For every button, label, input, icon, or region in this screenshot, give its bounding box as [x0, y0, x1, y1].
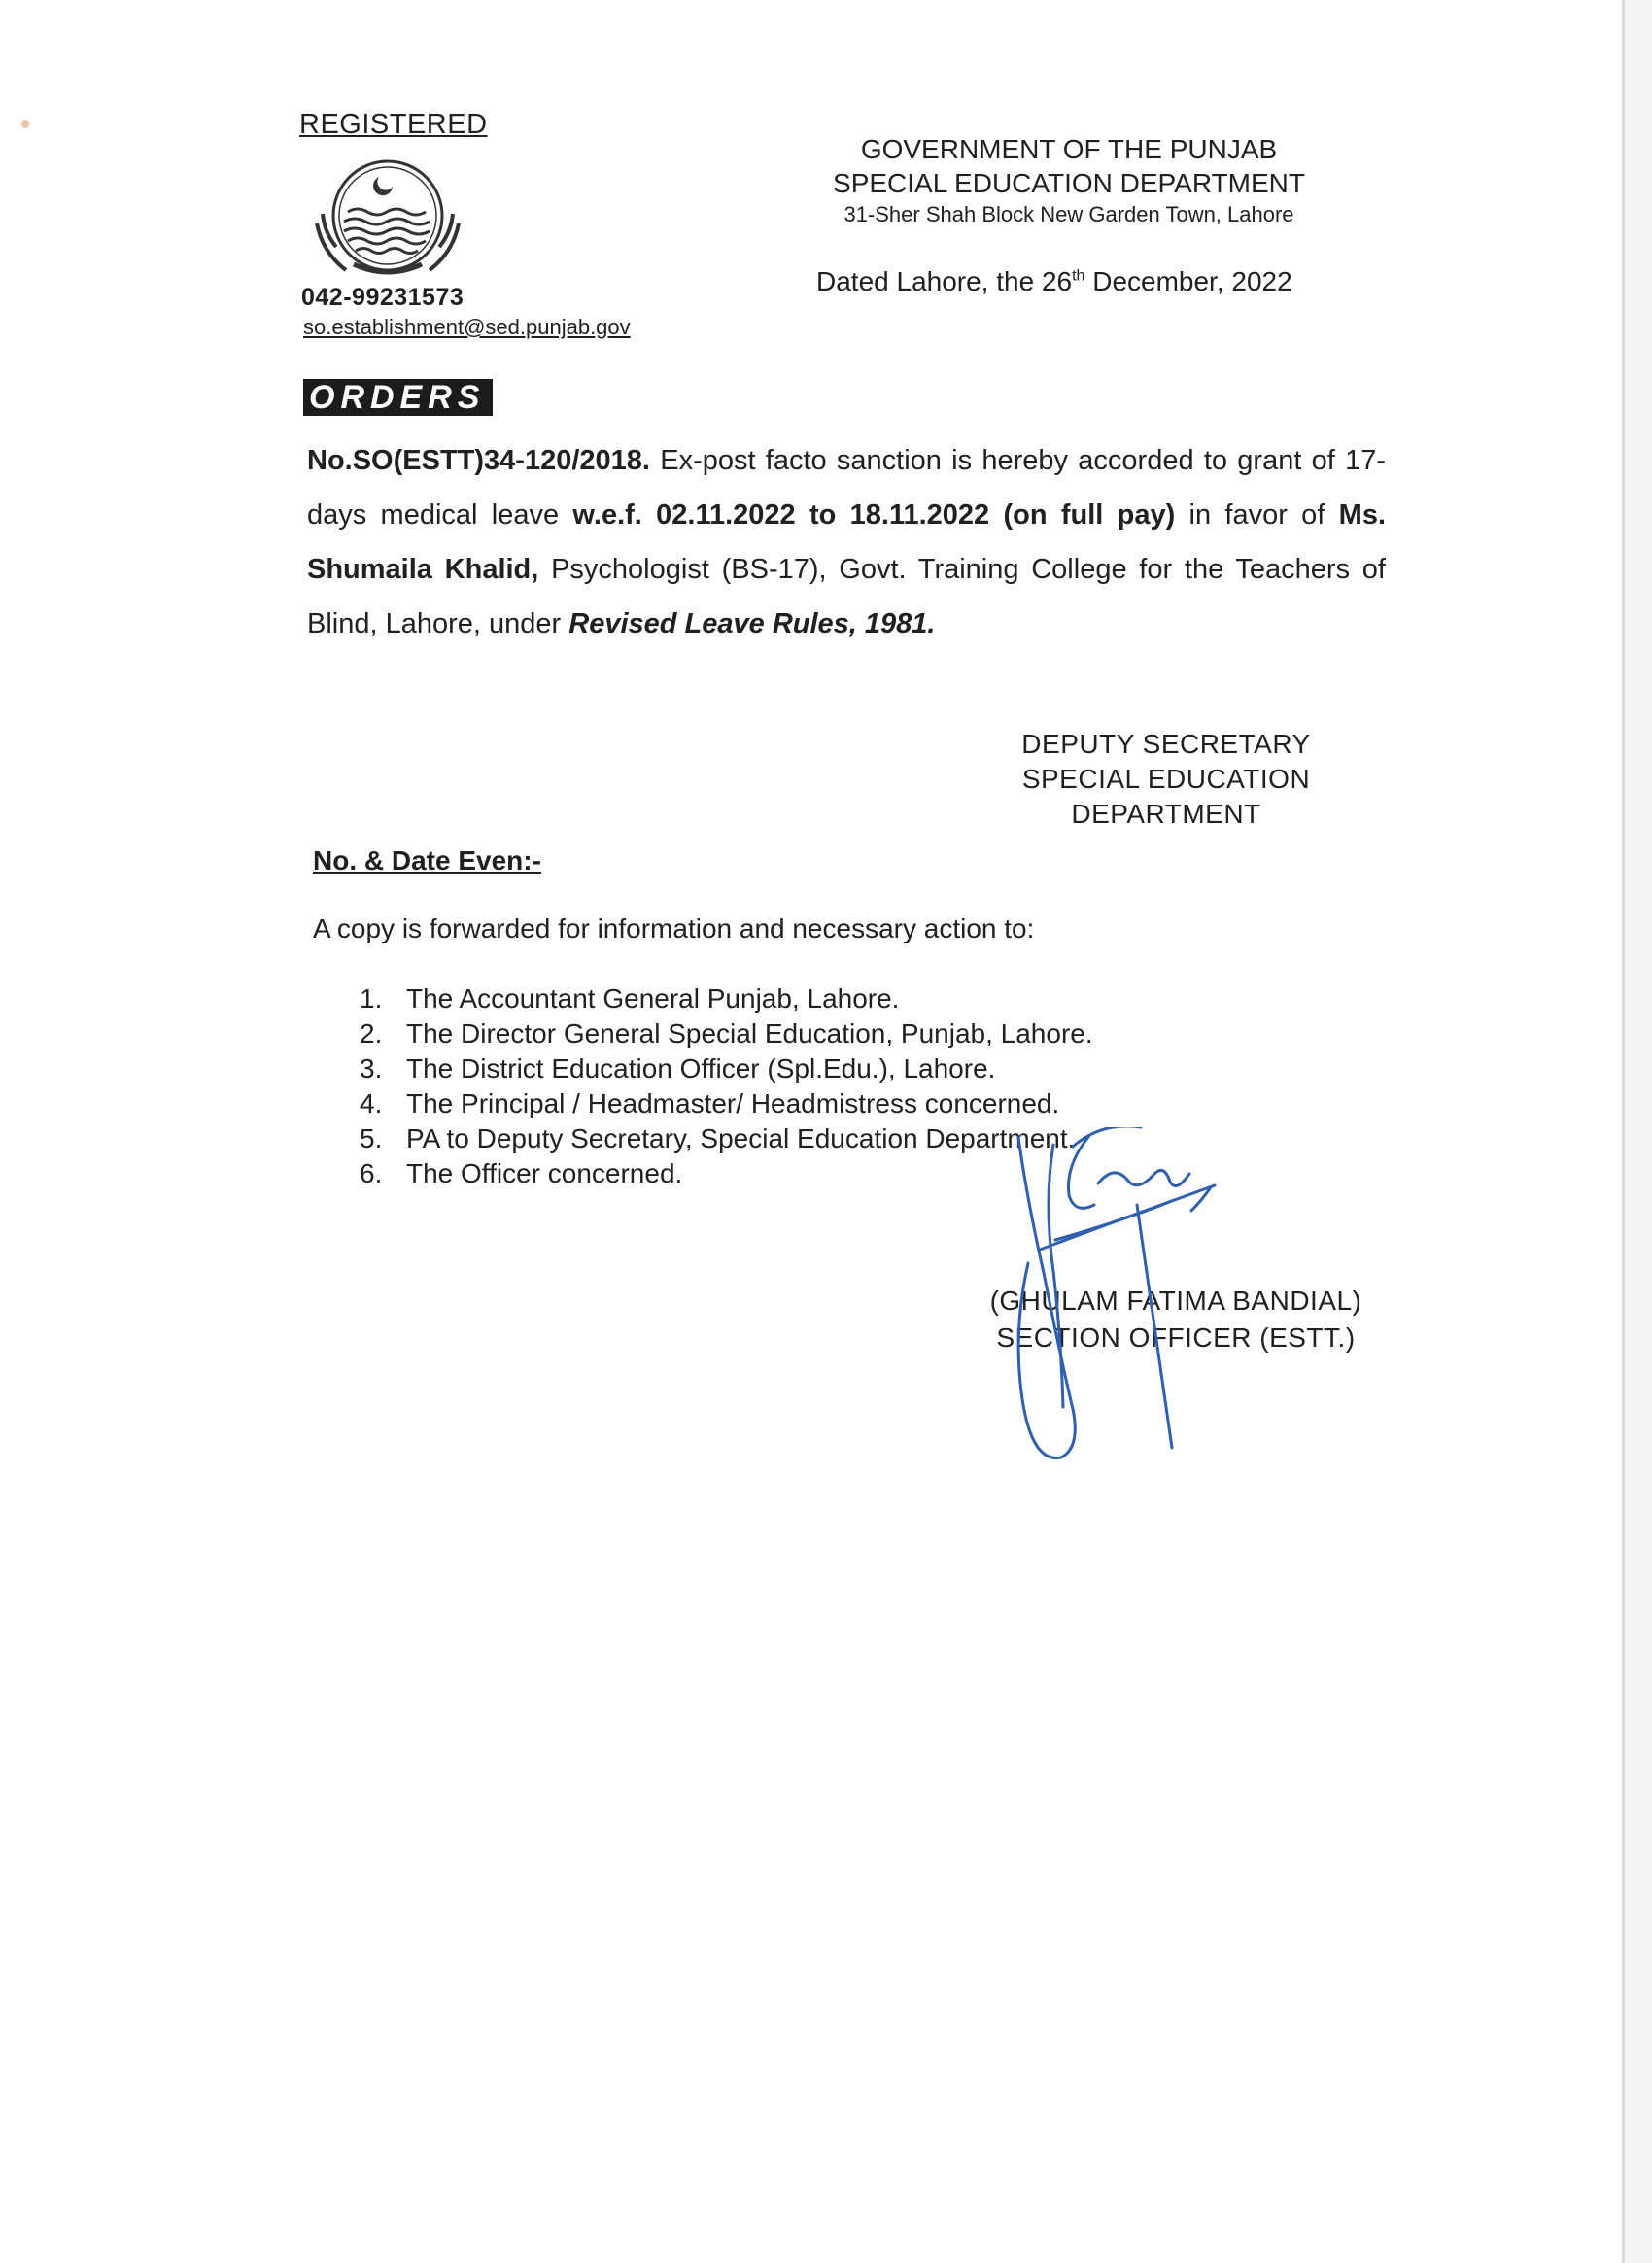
deputy-line-2: SPECIAL EDUCATION: [1021, 764, 1311, 794]
dated-prefix: Dated Lahore, the 26: [816, 266, 1073, 296]
email-address: so.establishment@sed.punjab.gov: [303, 315, 631, 339]
officer-name: (GHULAM FATIMA BANDIAL): [989, 1286, 1362, 1316]
list-number: 5.: [360, 1123, 383, 1153]
letterhead: [797, 132, 1341, 229]
department-address: 31-Sher Shah Block New Garden Town, Lahore: [843, 202, 1294, 226]
officer-title: SECTION OFFICER (ESTT.): [996, 1322, 1356, 1353]
order-text-3: Psychologist (BS-17), Govt. Training College for the Teachers of Blind, Lahore, under: [307, 554, 1386, 639]
dated-sup: th: [1072, 267, 1085, 285]
order-number: No.SO(ESTT)34-120/2018.: [307, 445, 650, 476]
list-text: The Principal / Headmaster/ Headmistress concerned.: [406, 1088, 1060, 1118]
registered-label: REGISTERED: [299, 109, 488, 140]
punjab-emblem-icon: [309, 155, 466, 282]
list-text: PA to Deputy Secretary, Special Education Department.: [406, 1123, 1076, 1153]
government-title: GOVERNMENT OF THE PUNJAB: [860, 134, 1278, 164]
order-rules: Revised Leave Rules, 1981.: [568, 608, 936, 639]
list-item: [360, 1051, 1093, 1086]
copy-forward-line: A copy is forwarded for information and necessary action to:: [313, 913, 1035, 943]
list-number: 6.: [360, 1158, 383, 1188]
phone-number: 042-99231573: [301, 284, 465, 311]
order-text-2: in favor of: [1175, 499, 1339, 531]
list-text: The Officer concerned.: [406, 1158, 683, 1188]
dated-line: [816, 266, 1292, 297]
list-number: 1.: [360, 983, 383, 1013]
no-date-even: No. & Date Even:-: [313, 845, 541, 875]
order-text-1: Ex-post facto sanction is hereby accorded to grant of 17-days medical leave: [307, 445, 1386, 531]
deputy-line-1: DEPUTY SECRETARY: [1021, 729, 1311, 759]
department-title: SPECIAL EDUCATION DEPARTMENT: [833, 168, 1305, 198]
dated-suffix: December, 2022: [1084, 266, 1292, 296]
list-number: 2.: [360, 1018, 383, 1048]
order-dates: w.e.f. 02.11.2022 to 18.11.2022 (on full pay): [572, 499, 1176, 531]
order-paragraph: [307, 433, 1386, 651]
list-number: 4.: [360, 1088, 383, 1118]
list-item: [360, 1086, 1093, 1121]
signature-icon: [972, 1127, 1322, 1467]
list-text: The Accountant General Punjab, Lahore.: [406, 983, 900, 1013]
list-text: The Director General Special Education, Punjab, Lahore.: [406, 1018, 1093, 1048]
orders-heading: ORDERS: [303, 379, 493, 416]
order-name: Ms. Shumaila Khalid,: [307, 499, 1387, 585]
list-item: [360, 1016, 1093, 1051]
list-item: [360, 981, 1093, 1016]
deputy-line-3: DEPARTMENT: [1071, 799, 1261, 829]
list-number: 3.: [360, 1053, 383, 1083]
list-text: The District Education Officer (Spl.Edu.), Lahore.: [406, 1053, 996, 1083]
paper-mark: [21, 120, 29, 128]
deputy-secretary-block: [991, 727, 1341, 832]
